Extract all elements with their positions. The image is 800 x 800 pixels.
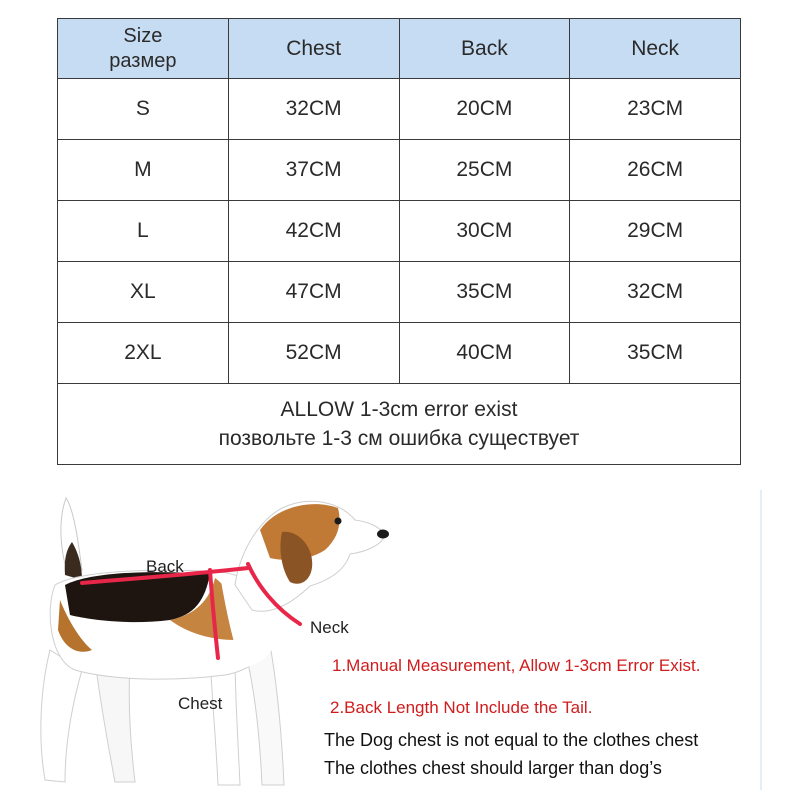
label-chest: Chest <box>178 694 223 713</box>
cell-size: 2XL <box>58 323 229 384</box>
cell-size: S <box>58 79 229 140</box>
note-manual-measurement: 1.Manual Measurement, Allow 1-3cm Error Exist. <box>332 656 701 675</box>
header-chest: Chest <box>228 19 399 79</box>
cell-chest: 52CM <box>228 323 399 384</box>
error-note-cell <box>58 384 741 465</box>
cell-chest: 42CM <box>228 201 399 262</box>
cell-neck: 26CM <box>570 140 741 201</box>
header-size <box>58 19 229 79</box>
cell-chest: 32CM <box>228 79 399 140</box>
cell-back: 20CM <box>399 79 570 140</box>
cell-size: L <box>58 201 229 262</box>
cell-neck: 29CM <box>570 201 741 262</box>
label-back: Back <box>146 557 184 576</box>
cell-back: 25CM <box>399 140 570 201</box>
cell-neck: 23CM <box>570 79 741 140</box>
note-back-length: 2.Back Length Not Include the Tail. <box>330 698 593 717</box>
error-note-ru: позвольте 1-3 см ошибка существует <box>218 427 580 450</box>
cell-back: 40CM <box>399 323 570 384</box>
table-header-row <box>58 19 741 79</box>
table-row <box>58 140 741 201</box>
note-clothes-chest: The clothes chest should larger than dog’s <box>324 758 662 778</box>
error-note-en: ALLOW 1-3cm error exist <box>280 398 518 421</box>
header-neck: Neck <box>570 19 741 79</box>
header-size-en: Size <box>123 24 163 47</box>
cell-neck: 35CM <box>570 323 741 384</box>
table-row <box>58 201 741 262</box>
cell-size: M <box>58 140 229 201</box>
cell-chest: 47CM <box>228 262 399 323</box>
table-note-row <box>58 384 741 465</box>
cell-back: 30CM <box>399 201 570 262</box>
cell-chest: 37CM <box>228 140 399 201</box>
header-back: Back <box>399 19 570 79</box>
divider-line <box>760 490 762 790</box>
table-row <box>58 323 741 384</box>
cell-size: XL <box>58 262 229 323</box>
cell-back: 35CM <box>399 262 570 323</box>
cell-neck: 32CM <box>570 262 741 323</box>
label-neck: Neck <box>310 618 349 637</box>
table-row <box>58 262 741 323</box>
note-dog-chest: The Dog chest is not equal to the clothes chest <box>324 730 699 750</box>
size-chart-table <box>57 18 741 465</box>
header-size-ru: размер <box>109 49 177 72</box>
table-row <box>58 79 741 140</box>
